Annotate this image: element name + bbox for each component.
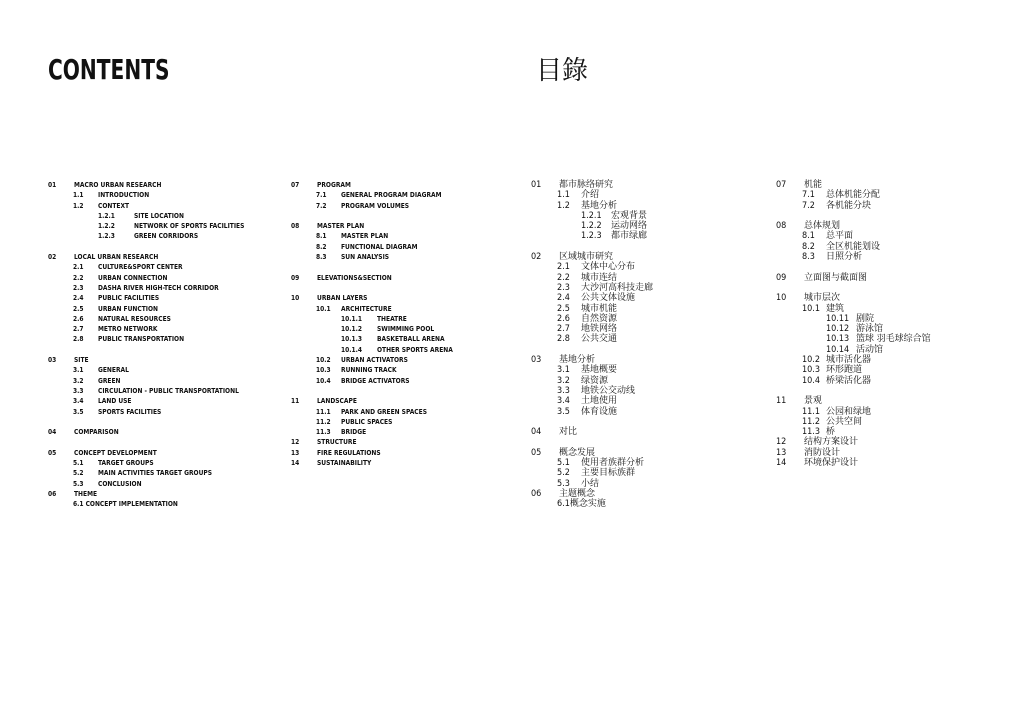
toc-entry-number: 10.1.3	[341, 335, 363, 344]
toc-entry-number: 04	[531, 427, 542, 438]
toc-entry-label: 剧院	[856, 313, 875, 324]
toc-entry-number: 3.5	[557, 406, 570, 417]
toc-entry-number: 5.2	[73, 469, 84, 478]
toc-entry-number: 1.2	[73, 201, 84, 210]
toc-entry-number: 2.8	[557, 334, 570, 345]
toc-entry-number: 10.11	[826, 313, 850, 324]
toc-entry-label: 主要目标族群	[581, 468, 636, 479]
toc-entry-label: INTRODUCTION	[98, 191, 150, 200]
toc-entry-label: 游泳馆	[856, 324, 884, 335]
toc-entry-label: COMPARISON	[74, 428, 119, 437]
toc-entry-label: CIRCULATION - PUBLIC TRANSPORTATIONL	[98, 386, 239, 395]
toc-entry-label: 公共交通	[581, 334, 618, 345]
toc-entry-label: PUBLIC TRANSPORTATION	[98, 335, 185, 344]
toc-entry-number: 07	[291, 181, 300, 189]
toc-entry-label: MAIN ACTIVITIES TARGET GROUPS	[98, 469, 213, 478]
toc-entry-number: 3.1	[557, 365, 570, 376]
toc-entry-label: CONCLUSION	[98, 479, 142, 488]
toc-entry-label: 总体规划	[804, 221, 841, 232]
toc-entry-number: 1.2.1	[98, 211, 115, 220]
toc-entry-label: 基地分析	[559, 355, 596, 366]
toc-entry-number: 10.13	[826, 334, 850, 345]
toc-entry-label: PUBLIC FACILITIES	[98, 294, 160, 303]
toc-entry-number: 1.2.2	[98, 222, 115, 231]
toc-entry-label: MASTER PLAN	[317, 222, 365, 231]
toc-entry-label: 地铁公交动线	[581, 385, 636, 396]
toc-entry-number: 14	[291, 459, 300, 468]
toc-entry-label: 体育设施	[581, 406, 618, 417]
toc-entry-number: 10.3	[316, 366, 331, 375]
toc-entry-label: 城市层次	[804, 293, 841, 304]
toc-entry-number: 10.1	[802, 303, 821, 314]
toc-entry-number: 5.3	[557, 478, 570, 489]
toc-entry-number: 3.4	[557, 396, 570, 407]
toc-entry-label: 日照分析	[826, 252, 863, 263]
toc-entry-label: 公共文体设施	[581, 293, 636, 304]
toc-entry-label: ARCHITECTURE	[341, 304, 392, 313]
toc-entry-label: FIRE REGULATIONS	[317, 448, 381, 457]
toc-entry-label: BASKETBALL ARENA	[377, 335, 445, 344]
toc-entry-label: 结构方案设计	[804, 437, 859, 448]
toc-entry-label: 景观	[804, 396, 823, 407]
toc-entry-number: 02	[531, 252, 542, 263]
toc-entry-number: 7.1	[802, 190, 815, 201]
toc-entry-label: 城市连结	[581, 272, 618, 283]
toc-entry-number: 10	[776, 293, 787, 304]
toc-entry-number: 2.2	[557, 272, 570, 283]
toc-entry-label: 都市脉络研究	[559, 180, 614, 190]
toc-entry-number: 2.4	[557, 293, 570, 304]
toc-entry-label: MACRO URBAN RESEARCH	[74, 181, 162, 189]
toc-entry-label: PUBLIC SPACES	[341, 417, 393, 426]
toc-entry-number: 2.8	[73, 335, 84, 344]
toc-entry-label: 自然资源	[581, 313, 618, 324]
toc-entry-label: 城市活化器	[826, 355, 872, 366]
toc-entry-label: 运动网络	[611, 221, 648, 232]
toc-entry-number: 1.2.3	[581, 231, 602, 242]
toc-entry-number: 2.3	[557, 282, 570, 293]
toc-entry-label: 6.1概念实施	[557, 499, 606, 510]
toc-entry-number: 5.3	[73, 479, 84, 488]
toc-entry-label: LAND USE	[98, 397, 132, 406]
toc-entry-number: 10	[291, 294, 300, 303]
toc-entry-label: NATURAL RESOURCES	[98, 314, 171, 323]
toc-entry-number: 10.4	[316, 376, 331, 385]
toc-entry-number: 05	[48, 448, 57, 457]
toc-entry-label: 活动馆	[856, 344, 884, 355]
toc-entry-number: 7.1	[316, 191, 327, 200]
toc-entry-number: 3.4	[73, 397, 84, 406]
toc-entry-label: PARK AND GREEN SPACES	[341, 407, 427, 416]
contents-title-chinese: 目錄	[536, 56, 589, 86]
toc-entry-number: 03	[48, 356, 57, 365]
toc-entry-label: METRO NETWORK	[98, 325, 158, 334]
toc-entry-label: CONTEXT	[98, 201, 130, 210]
toc-entry-number: 10.1.2	[341, 325, 363, 334]
toc-entry-number: 11.3	[316, 428, 331, 437]
toc-entry-number: 7.2	[802, 200, 815, 211]
toc-entry-number: 2.6	[557, 313, 570, 324]
toc-entry-label: NETWORK OF SPORTS FACILITIES	[134, 222, 245, 231]
toc-entry-label: BRIDGE	[341, 428, 367, 437]
toc-entry-number: 11	[776, 396, 787, 407]
toc-entry-label: GENERAL	[98, 366, 129, 375]
toc-entry-number: 10.12	[826, 324, 850, 335]
toc-entry-number: 2.7	[73, 325, 84, 334]
toc-entry-number: 09	[776, 272, 787, 283]
toc-entry-label: RUNNING TRACK	[341, 366, 397, 375]
toc-entry-number: 5.1	[73, 459, 84, 468]
toc-entry-label: STRUCTURE	[317, 438, 357, 447]
toc-entry-number: 01	[531, 180, 542, 190]
toc-entry-number: 02	[48, 253, 57, 262]
toc-entry-label: 机能	[804, 180, 823, 190]
toc-entry-number: 3.2	[73, 376, 84, 385]
toc-entry-number: 8.1	[802, 231, 815, 242]
toc-entry-number: 08	[776, 221, 787, 232]
toc-entry-label: PROGRAM	[317, 181, 351, 189]
toc-entry-number: 8.2	[316, 242, 327, 251]
toc-entry-number: 1.1	[557, 190, 570, 201]
toc-entry-label: 区域城市研究	[559, 252, 614, 263]
toc-entry-label: GREEN	[98, 376, 121, 385]
toc-entry-label: SITE	[74, 356, 89, 365]
toc-entry-number: 8.3	[802, 252, 815, 263]
toc-entry-number: 04	[48, 428, 57, 437]
toc-entry-number: 10.3	[802, 365, 821, 376]
toc-entry-number: 3.5	[73, 407, 84, 416]
toc-entry-number: 12	[291, 438, 300, 447]
toc-entry-number: 05	[531, 447, 542, 458]
toc-entry-number: 06	[531, 488, 542, 499]
toc-entry-label: 总体机能分配	[826, 190, 881, 201]
toc-entry-number: 7.2	[316, 201, 327, 210]
toc-entry-label: 地铁网络	[581, 324, 618, 335]
toc-entry-label: 介绍	[581, 190, 600, 201]
toc-entry-label: 建筑	[826, 303, 845, 314]
toc-entry-label: SUN ANALYSIS	[341, 253, 390, 262]
toc-entry-label: 桥梁活化器	[826, 375, 872, 386]
toc-entry-label: 都市绿廊	[611, 231, 648, 242]
toc-entry-number: 11.2	[316, 417, 331, 426]
toc-entry-label: LANDSCAPE	[317, 397, 357, 406]
toc-entry-number: 8.3	[316, 253, 327, 262]
toc-entry-label: 篮球 羽毛球综合馆	[856, 334, 931, 345]
toc-entry-label: 宏观背景	[611, 210, 648, 221]
toc-entry-number: 10.1.4	[341, 345, 363, 354]
toc-entry-label: SITE LOCATION	[134, 211, 184, 220]
toc-entry-number: 3.2	[557, 375, 570, 386]
toc-entry-label: 立面图与截面图	[804, 272, 868, 283]
toc-entry-number: 3.1	[73, 366, 84, 375]
toc-entry-label: 公共空间	[826, 416, 863, 427]
toc-entry-number: 1.2.2	[581, 221, 602, 232]
toc-entry-label: GREEN CORRIDORS	[134, 232, 199, 241]
toc-entry-number: 1.1	[73, 191, 84, 200]
toc-entry-number: 10.14	[826, 344, 850, 355]
toc-entry-number: 8.2	[802, 241, 815, 252]
toc-entry-number: 2.6	[73, 314, 84, 323]
toc-entry-number: 3.3	[73, 386, 84, 395]
toc-entry-number: 14	[776, 458, 787, 469]
toc-entry-number: 10.1	[316, 304, 331, 313]
toc-entry-label: CULTURE&SPORT CENTER	[98, 263, 183, 272]
toc-entry-number: 01	[48, 181, 57, 189]
toc-entry-label: TARGET GROUPS	[98, 459, 154, 468]
toc-entry-number: 10.2	[316, 356, 331, 365]
toc-entry-number: 11.2	[802, 416, 821, 427]
toc-entry-number: 2.2	[73, 273, 84, 282]
toc-entry-label: BRIDGE ACTIVATORS	[341, 376, 410, 385]
toc-entry-label: URBAN CONNECTION	[98, 273, 168, 282]
toc-entry-number: 2.1	[557, 262, 570, 273]
toc-entry-label: SPORTS FACILITIES	[98, 407, 162, 416]
toc-entry-label: THEATRE	[377, 314, 407, 323]
toc-entry-label: URBAN FUNCTION	[98, 304, 158, 313]
toc-entry-label: 小结	[581, 478, 600, 489]
toc-entry-number: 10.1.1	[341, 314, 363, 323]
toc-entry-number: 08	[291, 222, 300, 231]
toc-entry-label: 使用者族群分析	[581, 458, 645, 469]
toc-entry-label: 大沙河高科技走廊	[581, 282, 654, 293]
toc-entry-label: 公园和绿地	[826, 406, 872, 417]
toc-entry-number: 1.2.1	[581, 210, 602, 221]
toc-entry-number: 2.5	[557, 303, 570, 314]
toc-entry-number: 07	[776, 180, 787, 190]
toc-entry-label: ELEVATIONS&SECTION	[317, 273, 392, 282]
toc-entry-number: 06	[48, 489, 57, 498]
toc-entry-label: 消防设计	[804, 447, 841, 458]
toc-entry-label: 环境保护设计	[804, 458, 859, 469]
toc-entry-number: 5.1	[557, 458, 570, 469]
toc-entry-label: 环形跑道	[826, 365, 863, 376]
toc-entry-label: 各机能分块	[826, 200, 872, 211]
toc-entry-label: 对比	[559, 427, 578, 438]
toc-entry-label: GENERAL PROGRAM DIAGRAM	[341, 191, 442, 200]
toc-entry-number: 1.2.3	[98, 232, 115, 241]
toc-entry-label: LOCAL URBAN RESEARCH	[74, 253, 159, 262]
toc-entry-label: SUSTAINABILITY	[317, 459, 372, 468]
toc-entry-label: SWIMMING POOL	[377, 325, 435, 334]
toc-entry-label: 文体中心分布	[581, 262, 636, 273]
toc-entry-label: URBAN ACTIVATORS	[341, 356, 408, 365]
toc-entry-number: 11.1	[316, 407, 331, 416]
toc-entry-label: 全区机能划设	[826, 241, 881, 252]
toc-entry-label: 基地分析	[581, 200, 618, 211]
toc-entry-number: 2.7	[557, 324, 570, 335]
toc-entry-number: 11	[291, 397, 300, 406]
toc-entry-label: 土地使用	[581, 396, 618, 407]
toc-entry-label: 总平面	[826, 231, 854, 242]
toc-entry-number: 1.2	[557, 200, 570, 211]
toc-entry-number: 03	[531, 355, 542, 366]
toc-entry-label: 绿资源	[581, 375, 609, 386]
toc-entry-number: 09	[291, 273, 300, 282]
toc-entry-label: FUNCTIONAL DIAGRAM	[341, 242, 418, 251]
toc-entry-label: CONCEPT DEVELOPMENT	[74, 448, 157, 457]
toc-entry-label: 6.1 CONCEPT IMPLEMENTATION	[73, 500, 178, 509]
toc-entry-number: 8.1	[316, 232, 327, 241]
toc-entry-label: 基地概要	[581, 365, 618, 376]
toc-entry-number: 10.4	[802, 375, 821, 386]
toc-entry-label: 主题概念	[559, 488, 596, 499]
toc-entry-number: 3.3	[557, 385, 570, 396]
toc-entry-number: 13	[776, 447, 787, 458]
toc-entry-number: 2.1	[73, 263, 84, 272]
toc-entry-number: 2.3	[73, 283, 84, 292]
toc-entry-label: PROGRAM VOLUMES	[341, 201, 410, 210]
toc-entry-number: 2.4	[73, 294, 84, 303]
toc-entry-label: MASTER PLAN	[341, 232, 389, 241]
toc-entry-label: 概念发展	[559, 447, 596, 458]
toc-entry-label: DASHA RIVER HIGH-TECH CORRIDOR	[98, 283, 219, 292]
toc-entry-number: 13	[291, 448, 300, 457]
toc-entry-number: 5.2	[557, 468, 570, 479]
toc-entry-label: OTHER SPORTS ARENA	[377, 345, 453, 354]
toc-entry-label: 城市机能	[581, 303, 618, 314]
toc-entry-label: URBAN LAYERS	[317, 294, 368, 303]
toc-entry-number: 11.3	[802, 427, 821, 438]
toc-entry-number: 11.1	[802, 406, 821, 417]
toc-entry-number: 12	[776, 437, 787, 448]
toc-entry-number: 10.2	[802, 355, 821, 366]
toc-entry-label: 桥	[826, 427, 836, 438]
toc-entry-label: THEME	[74, 489, 98, 498]
contents-title: CONTENTS	[48, 53, 170, 86]
toc-entry-number: 2.5	[73, 304, 84, 313]
